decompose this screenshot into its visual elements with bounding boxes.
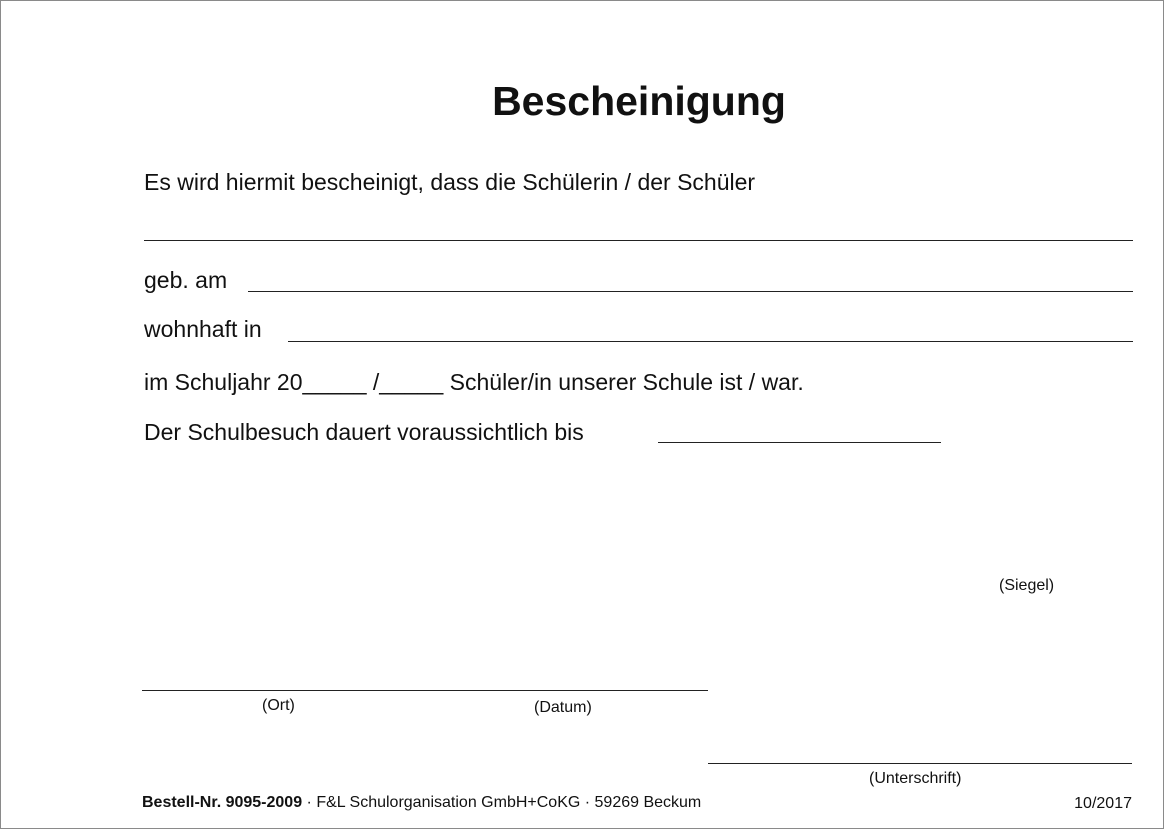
born-label: geb. am bbox=[144, 267, 228, 293]
residence-line[interactable] bbox=[288, 341, 1133, 342]
order-number: Bestell-Nr. 9095-2009 bbox=[142, 794, 303, 811]
intro-text: Es wird hiermit bescheinigt, dass die Schülerin / der Schüler bbox=[144, 169, 756, 195]
place-label: (Ort) bbox=[262, 697, 295, 714]
footer-imprint bbox=[142, 795, 701, 811]
date-label: (Datum) bbox=[534, 699, 592, 716]
duration-label: Der Schulbesuch dauert voraussichtlich bis bbox=[144, 419, 584, 445]
student-name-line[interactable] bbox=[144, 240, 1133, 241]
birth-date-line[interactable] bbox=[248, 291, 1133, 292]
signature-line[interactable] bbox=[708, 763, 1132, 764]
signature-label: (Unterschrift) bbox=[869, 770, 962, 787]
form-version: 10/2017 bbox=[1074, 795, 1132, 812]
school-year-text bbox=[144, 371, 804, 394]
school-year-end-blank[interactable]: _____ bbox=[379, 369, 444, 395]
school-year-suffix: Schüler/in unserer Schule ist / war. bbox=[443, 369, 804, 395]
document-title: Bescheinigung bbox=[492, 78, 786, 124]
publisher-info: · F&L Schulorganisation GmbH+CoKG · 59269 Beckum bbox=[302, 794, 702, 811]
residence-label: wohnhaft in bbox=[144, 316, 262, 342]
school-year-start-blank[interactable]: _____ bbox=[302, 369, 367, 395]
school-year-prefix: im Schuljahr 20 bbox=[144, 369, 303, 395]
duration-line[interactable] bbox=[658, 442, 941, 443]
school-year-separator: / bbox=[366, 369, 380, 395]
place-date-line[interactable] bbox=[142, 690, 708, 691]
seal-label: (Siegel) bbox=[999, 577, 1055, 594]
